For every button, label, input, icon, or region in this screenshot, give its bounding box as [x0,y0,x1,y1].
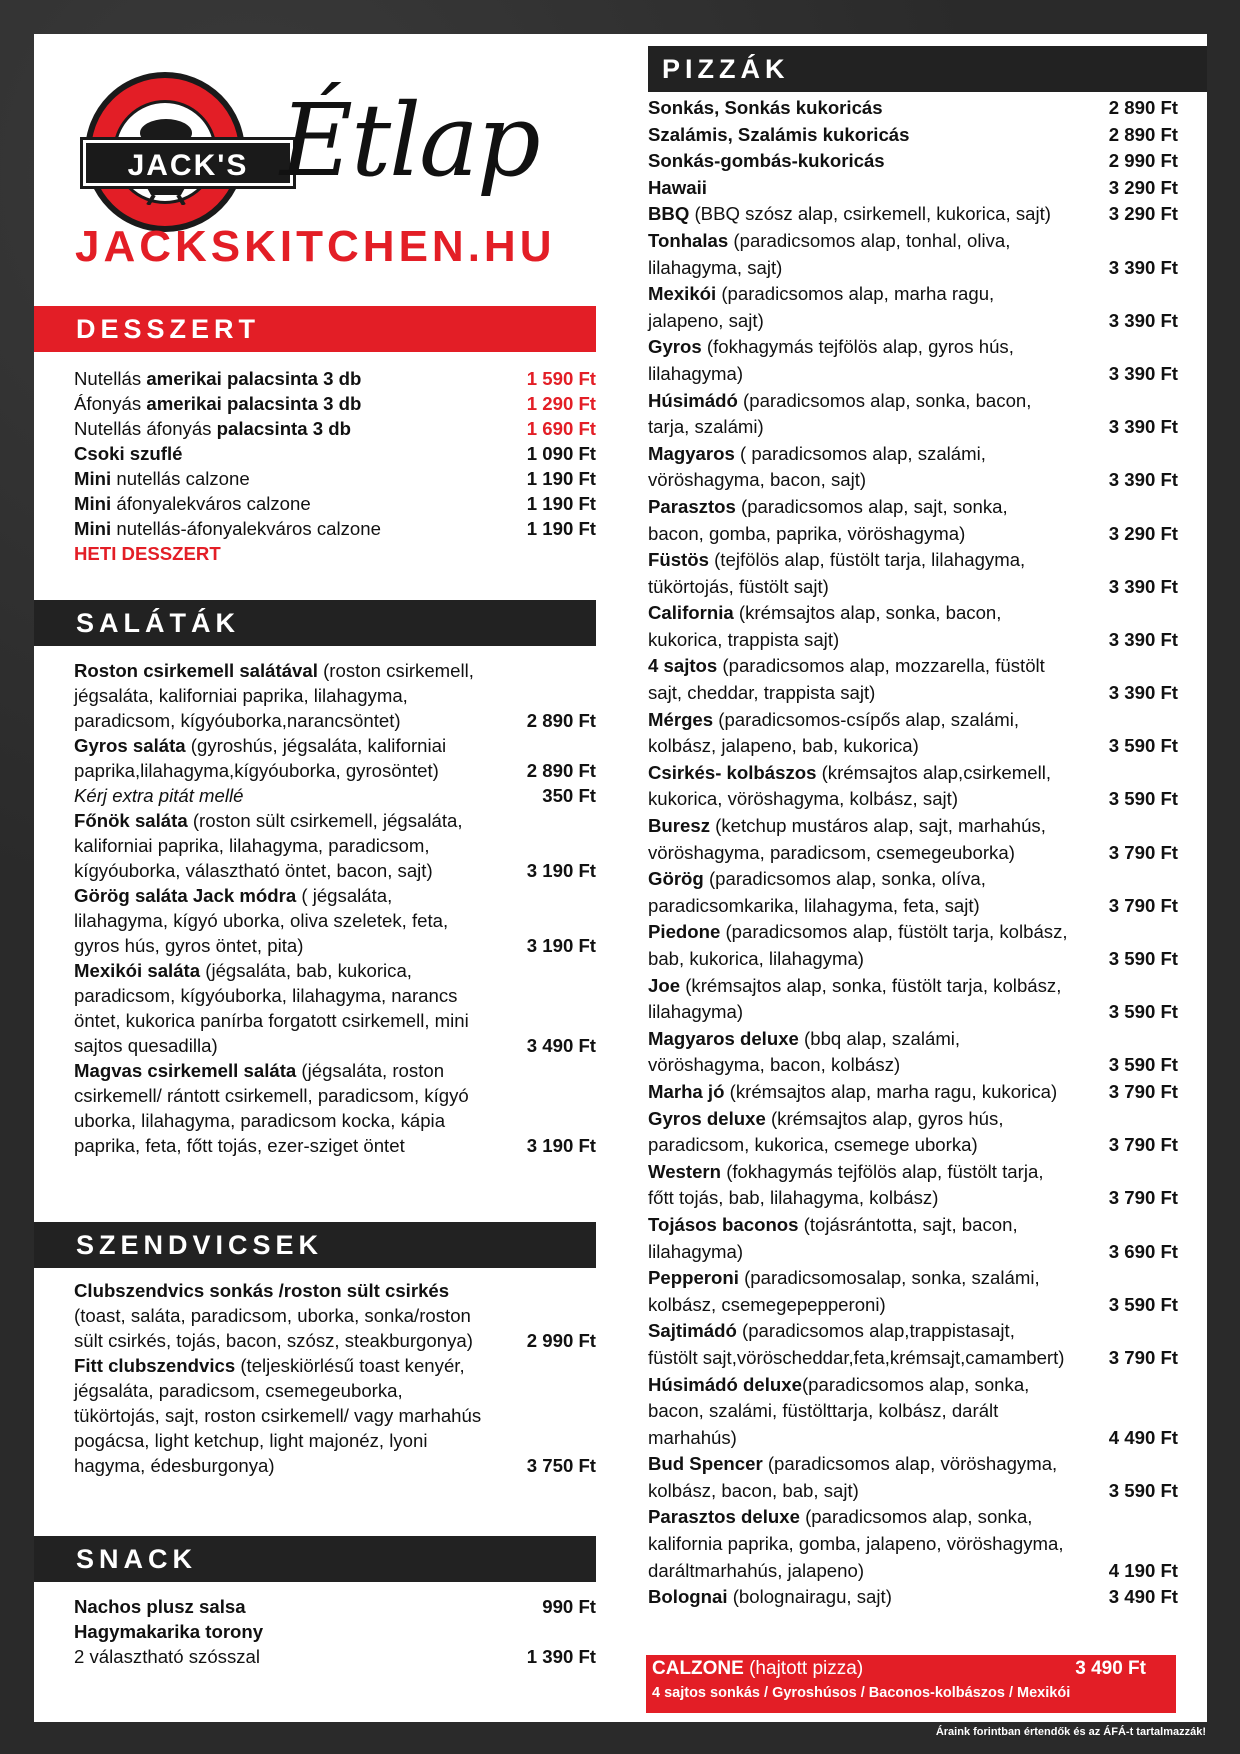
item-suffix: nutellás-áfonyalekváros calzone [111,518,381,539]
item-price: 3 750 Ft [526,1455,596,1476]
calzone-box [646,1655,1176,1713]
item-name: 4 sajtos [648,655,718,677]
menu-item [648,1265,1178,1318]
item-name: Parasztos deluxe [648,1506,800,1528]
menu-item [648,441,1178,494]
footnote: Áraink forintban értendők és az ÁFÁ-t tartalmazzák! [935,1726,1206,1738]
calzone-variants: 4 sajtos sonkás / Gyroshúsos / Baconos-kolbászos / Mexikói [652,1685,1071,1701]
item-name: Húsimádó deluxe [648,1373,802,1395]
item-prefix: Nutellás [74,368,147,389]
item-price: 3 390 Ft [1108,416,1178,438]
item-description: (roston sült csirkemell, jégsaláta, kaliforniai paprika, lilahagyma, paradicsom, kígyóuborka, választható öntet, bacon, sajt) [74,810,463,881]
script-title: Étlap [280,82,539,199]
menu-item [648,201,1178,228]
item-price: 3 190 Ft [526,860,596,881]
item-name: Tonhalas [648,229,729,251]
menu-item [74,783,596,808]
item-description: (paradicsomosalap, sonka, szalámi, kolbász, csemegepepperoni) [648,1267,1040,1315]
item-description: (fokhagymás tejfölös alap, gyros hús, lilahagyma) [648,336,1014,384]
item-prefix: Nutellás áfonyás [74,418,217,439]
item-name: amerikai palacsinta 3 db [146,368,362,389]
menu-item [74,391,596,416]
item-name: Mini [74,468,112,489]
item-price: 3 390 Ft [1108,469,1178,491]
menu-item [74,416,596,441]
item-description: (BBQ szósz alap, csirkemell, kukorica, sajt) [689,203,1051,225]
item-description: (gyroshús, jégsaláta, kaliforniai paprika,lilahagyma,kígyóuborka, gyrosöntet) [74,735,447,781]
item-description: (fokhagymás tejfölös alap, füstölt tarja, főtt tojás, bab, lilahagyma, kolbász) [648,1160,1044,1209]
item-price: 3 790 Ft [1108,894,1178,916]
item-description: (ketchup mustáros alap, sajt, marhahús, vöröshagyma, paradicsom, csemegeuborka) [648,815,1046,863]
item-price: 3 590 Ft [1108,1293,1178,1315]
item-price: 3 490 Ft [1108,1586,1178,1608]
item-name: Sonkás, Sonkás kukoricás [648,97,883,118]
menu-item [648,866,1178,919]
calzone-price: 3 490 Ft [1075,1658,1146,1679]
item-description: (tojásrántotta, sajt, bacon, lilahagyma) [648,1213,1018,1262]
menu-item [648,1026,1178,1079]
item-price: 3 290 Ft [1108,176,1178,198]
item-price: 3 790 Ft [1108,841,1178,863]
item-description: (paradicsomos alap, tonhal, oliva, lilahagyma, sajt) [648,229,1011,278]
item-name: palacsinta 3 db [216,418,351,439]
item-price: 3 790 Ft [1108,1134,1178,1156]
item-description: (bolognairagu, sajt) [727,1586,892,1608]
menu-item [74,658,596,733]
item-name: Mexikói saláta [74,960,201,981]
menu-item [648,1372,1178,1452]
item-name: Magvas csirkemell saláta [74,1060,297,1081]
calzone-name: CALZONE [652,1658,744,1679]
item-description: ( paradicsomos alap, szalámi, vöröshagyma, bacon, sajt) [648,442,986,491]
menu-item [648,1584,1178,1611]
menu-item [648,175,1178,202]
menu-item [74,366,596,391]
item-description: (jégsaláta, roston csirkemell/ rántott csirkemell, paradicsom, kígyó uborka, lilahagyma, paradicsom kocka, kápia paprika, feta, főtt tojás, ezer-sziget öntet [74,1060,469,1156]
item-suffix: áfonyalekváros calzone [111,493,311,514]
item-price: 3 190 Ft [526,935,596,956]
item-name: Clubszendvics sonkás /roston sült csirkés [74,1280,450,1301]
menu-item [74,1594,596,1619]
item-price: 3 390 Ft [1108,682,1178,704]
item-description: (krémsajtos alap, sonka, füstölt tarja, kolbász, lilahagyma) [648,974,1062,1023]
item-description: (paradicsomos alap, sajt, sonka, bacon, gomba, paprika, vöröshagyma) [648,495,1008,544]
section-header-desszert: DESSZERT [34,306,596,352]
menu-item [648,547,1178,600]
item-price: 3 390 Ft [1108,309,1178,331]
item-price: 3 490 Ft [526,1035,596,1056]
logo-area [75,62,595,272]
item-price: 3 590 Ft [1108,1054,1178,1076]
item-name: Gyros [648,336,702,358]
item-price: 3 390 Ft [1108,575,1178,597]
item-description: (tejfölös alap, füstölt tarja, lilahagyma, tükörtojás, füstölt sajt) [648,549,1026,597]
item-description: (krémsajtos alap, sonka, bacon, kukorica, trappista sajt) [648,602,1002,650]
item-name: Füstös [648,549,709,571]
item-price: 350 Ft [542,785,596,806]
menu-item [74,1058,596,1158]
item-description: (teljeskiörlésű toast kenyér, jégsaláta, paradicsom, csemegeuborka, tükörtojás, sajt, roston csirkemell/ vagy marhahús pogácsa, light ketchup, light majonéz, lyoni hagyma, édesburgonya) [74,1355,482,1476]
menu-item [648,148,1178,175]
item-name: Fitt clubszendvics [74,1355,236,1376]
menu-item [648,653,1178,706]
item-description: (krémsajtos alap, marha ragu, kukorica) [724,1080,1058,1102]
item-price: 1 390 Ft [526,1646,596,1667]
item-description: (paradicsomos alap, füstölt tarja, kolbász, bab, kukorica, lilahagyma) [648,921,1068,969]
item-name: Parasztos [648,495,736,517]
item-name: Húsimádó [648,389,738,411]
item-description: (paradicsomos alap, sonka, bacon, szalámi, füstölttarja, kolbász, darált marhahús) [648,1373,1030,1448]
weekly-dessert: HETI DESSZERT [74,543,221,564]
snack-list [74,1594,596,1669]
item-name: BBQ [648,203,690,225]
calzone-line [652,1658,1170,1680]
item-description: (bbq alap, szalámi, vöröshagyma, bacon, kolbász) [648,1027,961,1076]
section-header-pizzak: PIZZÁK [648,46,1207,92]
menu-item [648,494,1178,547]
item-price: 3 690 Ft [1108,1240,1178,1262]
item-price: 2 990 Ft [1108,150,1178,172]
item-description: (paradicsomos alap,trappistasajt, füstölt sajt,vöröscheddar,feta,krémsajt,camambert) [648,1320,1065,1368]
item-name: Magyaros deluxe [648,1027,799,1049]
item-description: (krémsajtos alap, gyros hús, paradicsom, kukorica, csemege uborka) [648,1107,1004,1156]
item-name: Mexikói [648,283,717,305]
menu-item [648,95,1178,122]
item-price: 4 190 Ft [1108,1559,1178,1581]
item-description: (jégsaláta, bab, kukorica, paradicsom, kígyóuborka, lilahagyma, narancs öntet, kukorica panírba forgatott csirkemell, mini sajtos quesadilla) [74,960,469,1056]
item-name: Görög [648,868,704,890]
menu-item [74,1278,596,1353]
menu-item [648,1318,1178,1371]
item-description: 2 választható szósszal [74,1646,261,1667]
item-prefix: Áfonyás [74,393,147,414]
item-description: (paradicsomos-csípős alap, szalámi, kolbász, jalapeno, bab, kukorica) [648,708,1019,757]
item-description: ( jégsaláta, lilahagyma, kígyó uborka, oliva szeletek, feta, gyros hús, gyros öntet, pita) [74,885,449,956]
item-price: 2 890 Ft [1108,97,1178,118]
menu-item [648,1504,1178,1584]
menu-item [74,441,596,466]
menu-item [648,281,1178,334]
pizzak-list [648,95,1178,1611]
menu-item [648,707,1178,760]
item-name: Joe [648,974,681,996]
menu-item [74,883,596,958]
menu-item [648,1159,1178,1212]
menu-item [648,1106,1178,1159]
website-url[interactable]: JACKSKITCHEN.HU [75,222,556,271]
item-description: (krémsajtos alap,csirkemell, kukorica, vöröshagyma, kolbász, sajt) [648,761,1051,810]
item-description: (paradicsomos alap, vöröshagyma, kolbász, bacon, bab, sajt) [648,1453,1058,1501]
item-name: Nachos plusz salsa [74,1596,246,1617]
section-header-salatak: SALÁTÁK [34,600,596,646]
item-name: Hawaii [648,176,707,198]
item-price: 1 590 Ft [526,368,596,389]
item-name: Western [648,1160,722,1182]
jacks-badge-logo [85,72,249,232]
item-price: 2 890 Ft [526,760,596,781]
item-price: 3 590 Ft [1108,1479,1178,1501]
item-name: Marha jó [648,1080,725,1102]
item-description: (paradicsomos alap, sonka, kalifornia paprika, gomba, jalapeno, vöröshagyma, daráltmarhahús, jalapeno) [648,1506,1064,1581]
item-description: (toast, saláta, paradicsom, uborka, sonka/roston sült csirkés, tojás, bacon, szósz, steakburgonya) [74,1305,473,1351]
item-price: 3 390 Ft [1108,628,1178,650]
salatak-list [74,658,596,1158]
item-name: Mini [74,518,112,539]
item-name: Görög saláta Jack módra [74,885,297,906]
menu-item [74,958,596,1058]
menu-item [74,466,596,491]
menu-item [74,491,596,516]
item-description: (paradicsomos alap, marha ragu, jalapeno, sajt) [648,283,995,331]
menu-item [648,760,1178,813]
menu-item [648,228,1178,281]
desszert-list [74,366,596,566]
item-price: 3 590 Ft [1108,735,1178,757]
item-price: 1 190 Ft [526,493,596,514]
item-description: Kérj extra pitát mellé [74,785,244,806]
item-name: Sajtimádó [648,1320,737,1342]
item-price: 3 590 Ft [1108,948,1178,969]
item-name: Bolognai [648,1586,728,1608]
item-name: Piedone [648,921,721,943]
menu-item [74,516,596,541]
item-name: California [648,602,734,624]
item-name: Gyros saláta [74,735,186,756]
item-price: 3 590 Ft [1108,788,1178,810]
menu-item [648,813,1178,866]
item-price: 990 Ft [542,1596,596,1617]
item-name: Hagymakarika torony [74,1621,264,1642]
badge-ribbon: JACK'S [83,140,293,186]
item-price: 1 090 Ft [526,443,596,464]
item-name: Főnök saláta [74,810,188,831]
item-price: 1 190 Ft [526,518,596,539]
section-header-szendvicsek: SZENDVICSEK [34,1222,596,1268]
menu-item [648,388,1178,441]
menu-item [648,334,1178,387]
item-description: (paradicsomos alap, sonka, bacon, tarja, szalámi) [648,389,1032,438]
item-price: 1 190 Ft [526,468,596,489]
item-price: 2 990 Ft [526,1330,596,1351]
menu-item [648,1079,1178,1106]
section-header-snack: SNACK [34,1536,596,1582]
menu-item [74,733,596,783]
item-name: Magyaros [648,442,735,464]
menu-item [648,600,1178,653]
item-price: 3 290 Ft [1108,522,1178,544]
item-suffix: nutellás calzone [111,468,250,489]
item-price: 3 790 Ft [1108,1080,1178,1102]
calzone-desc: (hajtott pizza) [743,1658,864,1679]
item-description: (roston csirkemell, jégsaláta, kaliforniai paprika, lilahagyma, paradicsom, kígyóuborka,narancsöntet) [74,660,474,731]
item-name: amerikai palacsinta 3 db [146,393,362,414]
item-price: 2 890 Ft [526,710,596,731]
menu-item [74,1644,596,1669]
item-description: (paradicsomos alap, mozzarella, füstölt sajt, cheddar, trappista sajt) [648,655,1045,704]
item-price: 3 190 Ft [526,1135,596,1156]
item-price: 3 790 Ft [1108,1187,1178,1209]
menu-item [74,1353,596,1478]
item-name: Csoki szuflé [74,443,183,464]
item-price: 2 890 Ft [1108,123,1178,145]
item-price: 1 290 Ft [526,393,596,414]
item-price: 3 390 Ft [1108,256,1178,278]
szendvicsek-list [74,1278,596,1478]
item-name: Pepperoni [648,1267,739,1289]
item-name: Roston csirkemell salátával [74,660,318,681]
item-price: 3 590 Ft [1108,1001,1178,1023]
item-name: Tojásos baconos [648,1213,799,1235]
item-price: 3 290 Ft [1108,203,1178,225]
menu-item [648,122,1178,149]
item-price: 4 490 Ft [1108,1426,1178,1448]
menu-item [74,808,596,883]
item-price: 1 690 Ft [526,418,596,439]
item-name: Szalámis, Szalámis kukoricás [648,123,910,145]
item-description: (paradicsomos alap, sonka, olíva, paradicsomkarika, lilahagyma, feta, sajt) [648,868,986,916]
menu-item [648,919,1178,972]
item-price: 3 390 Ft [1108,362,1178,384]
menu-item [74,1619,596,1644]
item-name: Gyros deluxe [648,1107,766,1129]
menu-item [648,1212,1178,1265]
menu-item [648,1451,1178,1504]
item-name: Csirkés- kolbászos [648,761,817,783]
item-price: 3 790 Ft [1108,1346,1178,1368]
item-name: Bud Spencer [648,1453,763,1475]
item-name: Mini [74,493,112,514]
menu-item [648,973,1178,1026]
item-name: Sonkás-gombás-kukoricás [648,150,885,172]
item-name: Mérges [648,708,714,730]
item-name: Buresz [648,815,711,837]
